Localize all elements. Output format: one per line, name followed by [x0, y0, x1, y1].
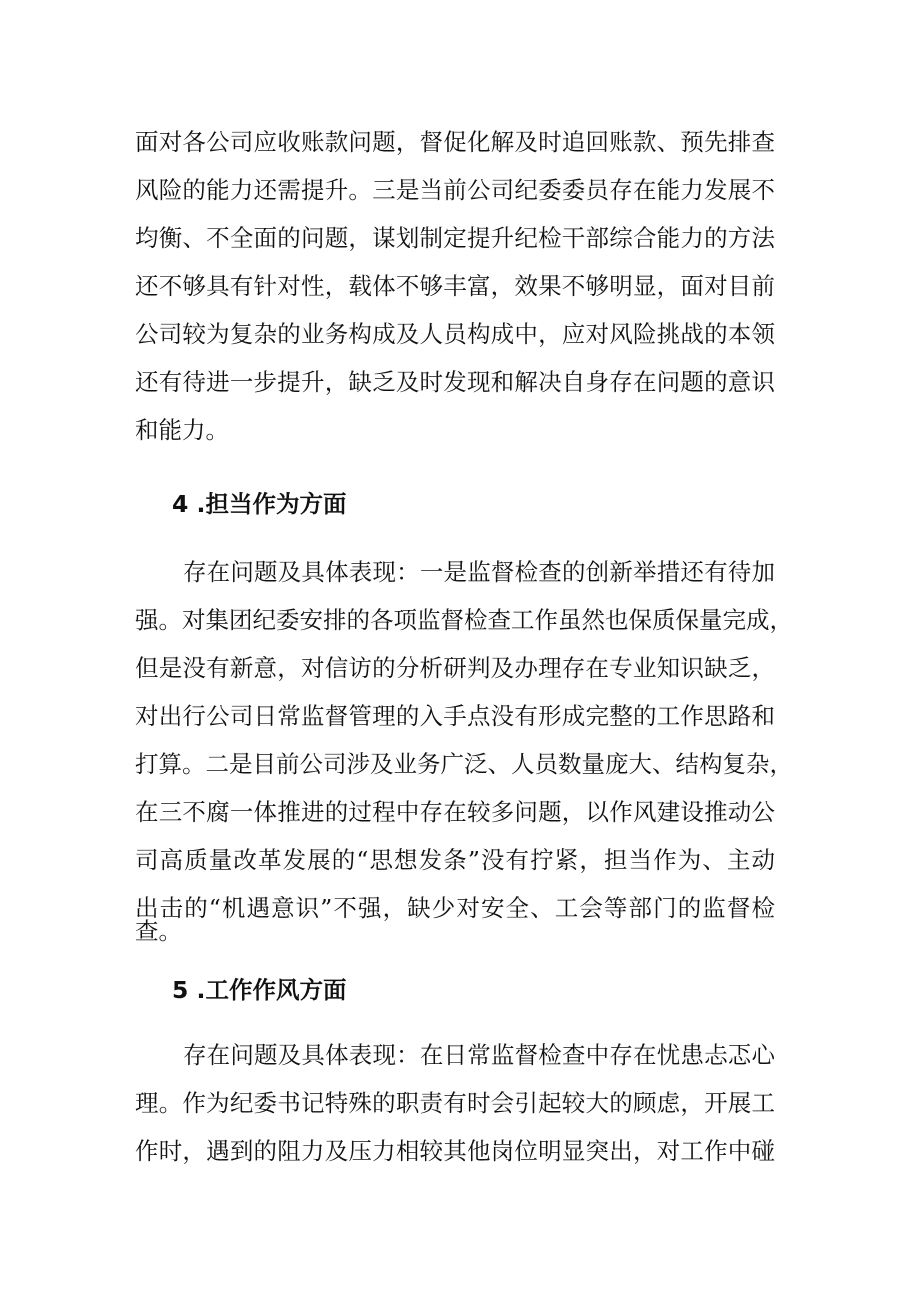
paragraph-line: 还有待进一步提升，缺乏及时发现和解决自身存在问题的意识 — [135, 368, 775, 396]
paragraph-line: 还不够具有针对性，载体不够丰富，效果不够明显，面对目前 — [135, 272, 775, 300]
section-4-line: 但是没有新意，对信访的分析研判及办理存在专业知识缺乏， — [135, 654, 775, 682]
section-4-line: 对出行公司日常监督管理的入手点没有形成完整的工作思路和 — [135, 702, 775, 730]
section-5-heading: 5 .工作作风方面 — [172, 976, 347, 1004]
paragraph-line: 均衡、不全面的问题，谋划制定提升纪检干部综合能力的方法 — [135, 224, 775, 252]
paragraph-line: 和能力。 — [135, 416, 229, 444]
section-4-line: 在三不腐一体推进的过程中存在较多问题，以作风建设推动公 — [135, 798, 775, 826]
section-4-line: 打算。二是目前公司涉及业务广泛、人员数量庞大、结构复杂， — [135, 750, 793, 778]
section-4-line: 存在问题及具体表现：一是监督检查的创新举措还有待加 — [183, 558, 775, 586]
section-4-heading: 4 .担当作为方面 — [172, 490, 347, 518]
section-4-line: 出击的“机遇意识”不强，缺少对安全、工会等部门的监督检 — [135, 894, 775, 922]
section-4-line: 查。 — [135, 917, 182, 945]
section-5-line: 理。作为纪委书记特殊的职责有时会引起较大的顾虑，开展工 — [135, 1089, 775, 1117]
section-4-line: 司高质量改革发展的“思想发条”没有拧紧，担当作为、主动 — [135, 846, 775, 874]
paragraph-line: 面对各公司应收账款问题，督促化解及时追回账款、预先排查 — [135, 128, 775, 156]
section-4-line: 强。对集团纪委安排的各项监督检查工作虽然也保质保量完成， — [135, 606, 793, 634]
section-5-line: 作时，遇到的阻力及压力相较其他岗位明显突出，对工作中碰 — [135, 1137, 775, 1165]
paragraph-line: 公司较为复杂的业务构成及人员构成中，应对风险挑战的本领 — [135, 320, 775, 348]
paragraph-line: 风险的能力还需提升。三是当前公司纪委委员存在能力发展不 — [135, 176, 775, 204]
section-5-line: 存在问题及具体表现：在日常监督检查中存在忧患忐忑心 — [183, 1041, 775, 1069]
